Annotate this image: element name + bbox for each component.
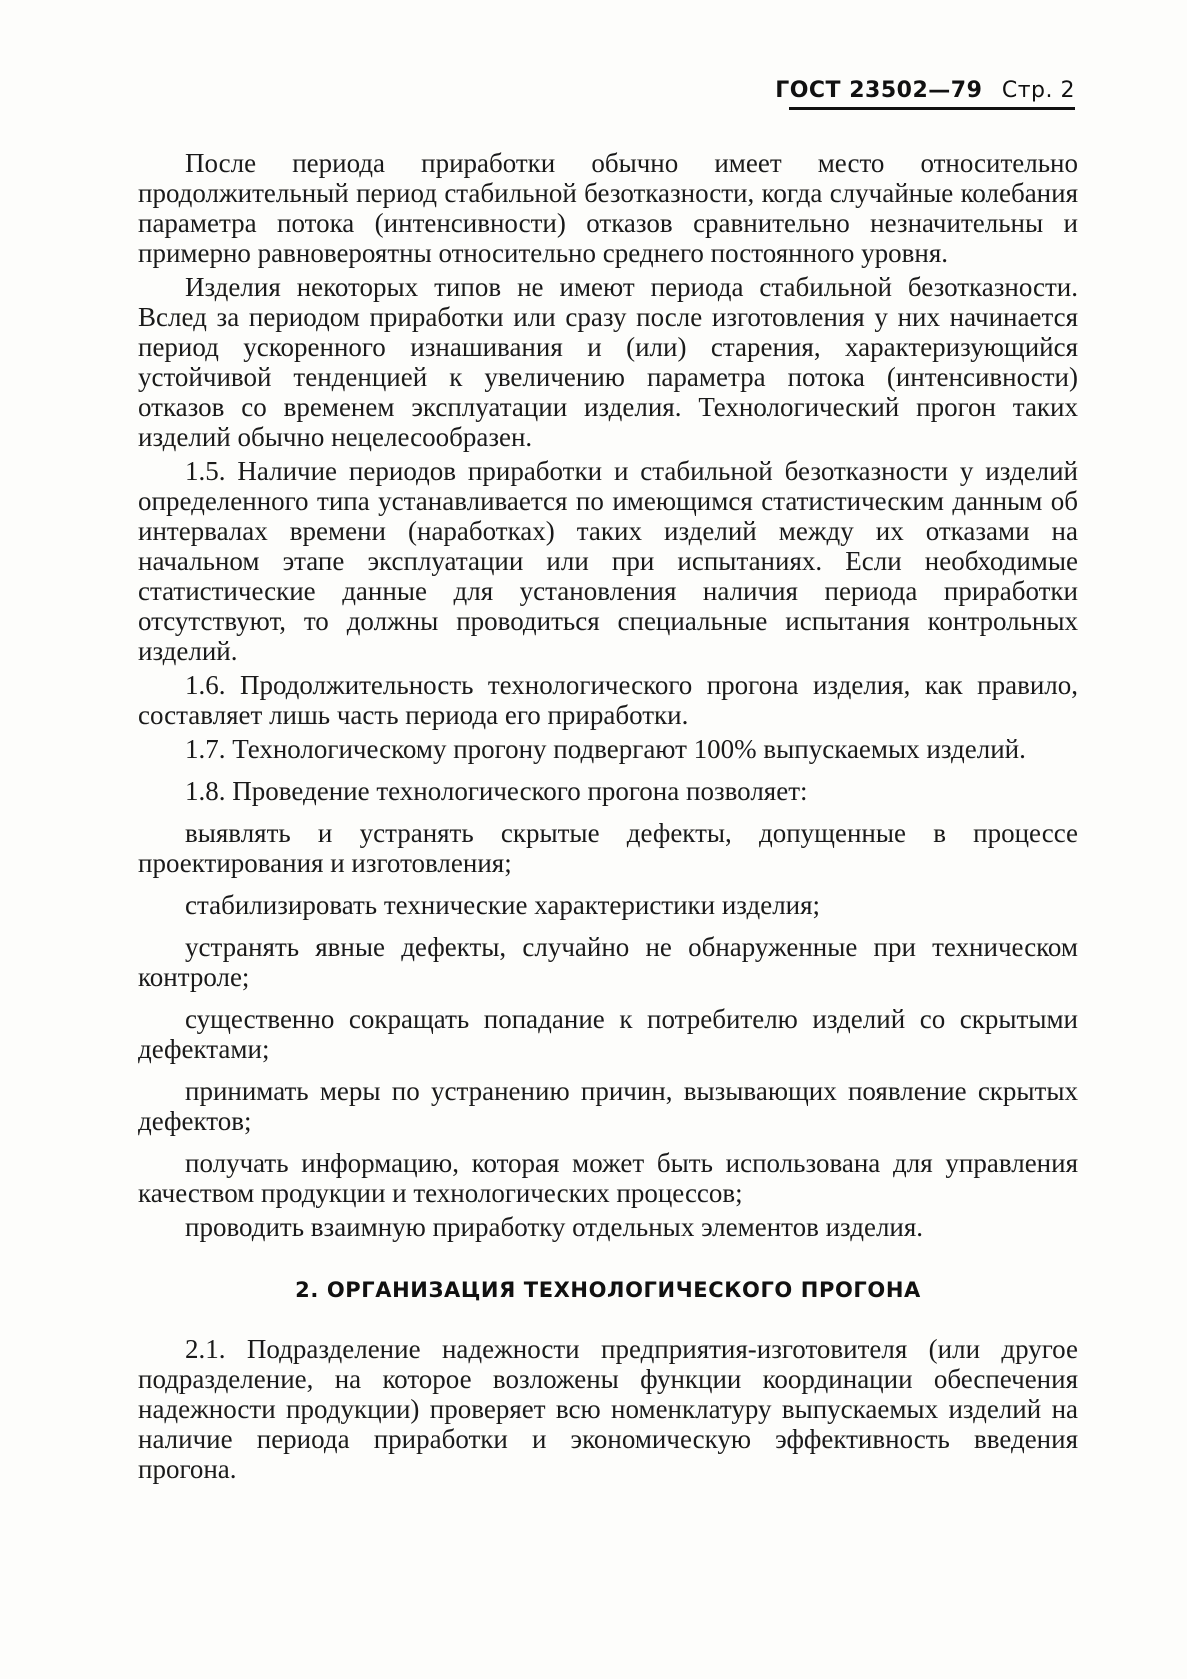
header-rule: [789, 107, 1075, 110]
page-number: Стр. 2: [1001, 78, 1075, 103]
list-item: проводить взаимную приработку отдельных элементов изделия.: [185, 1212, 924, 1242]
list-item: принимать меры по устранению причин, вызывающих появление скрытых дефектов;: [138, 1076, 1078, 1136]
standard-number: ГОСТ 23502—79: [775, 78, 983, 103]
page-header: [775, 78, 1075, 103]
section-heading: 2. ОРГАНИЗАЦИЯ ТЕХНОЛОГИЧЕСКОГО ПРОГОНА: [295, 1278, 921, 1302]
clause-1-8: 1.8. Проведение технологического прогона позволяет:: [185, 776, 808, 806]
list-item: выявлять и устранять скрытые дефекты, допущенные в процессе проектирования и изготовления;: [138, 818, 1078, 878]
list-item: получать информацию, которая может быть использована для управления качеством продукции и технологических процессов;: [138, 1148, 1078, 1208]
clause-1-7: 1.7. Технологическому прогону подвергают 100% выпускаемых изделий.: [185, 734, 1026, 764]
list-item: существенно сокращать попадание к потребителю изделий со скрытыми дефектами;: [138, 1004, 1078, 1064]
paragraph: После периода приработки обычно имеет место относительно продолжительный период стабильной безотказности, когда случайные колебания параметра потока (интенсивности) отказов сравнительно незначительны и примерно равновероятны относительно среднего постоянного уровня.: [138, 148, 1078, 268]
clause-1-6: 1.6. Продолжительность технологического прогона изделия, как правило, составляет лишь часть периода его приработки.: [138, 670, 1078, 730]
body-text: [138, 148, 1078, 1484]
list-item: устранять явные дефекты, случайно не обнаруженные при техническом контроле;: [138, 932, 1078, 992]
clause-2-1: 2.1. Подразделение надежности предприятия-изготовителя (или другое подразделение, на которое возложены функции координации обеспечения надежности продукции) проверяет всю номенклатуру выпускаемых изделий на наличие периода приработки и экономическую эффективность введения прогона.: [138, 1334, 1078, 1484]
clause-1-5: 1.5. Наличие периодов приработки и стабильной безотказности у изделий определенного типа устанавливается по имеющимся статистическим данным об интервалах времени (наработках) таких изделий между их отказами на начальном этапе эксплуатации или при испытаниях. Если необходимые статистические данные для установления наличия периода приработки отсутствуют, то должны проводиться специальные испытания контрольных изделий.: [138, 456, 1078, 666]
paragraph: Изделия некоторых типов не имеют периода стабильной безотказности. Вслед за периодом приработки или сразу после изготовления у них начинается период ускоренного изнашивания и (или) старения, характеризующийся устойчивой тенденцией к увеличению параметра потока (интенсивности) отказов со временем эксплуатации изделия. Технологический прогон таких изделий обычно нецелесообразен.: [138, 272, 1078, 452]
list-item: стабилизировать технические характеристики изделия;: [185, 890, 821, 920]
